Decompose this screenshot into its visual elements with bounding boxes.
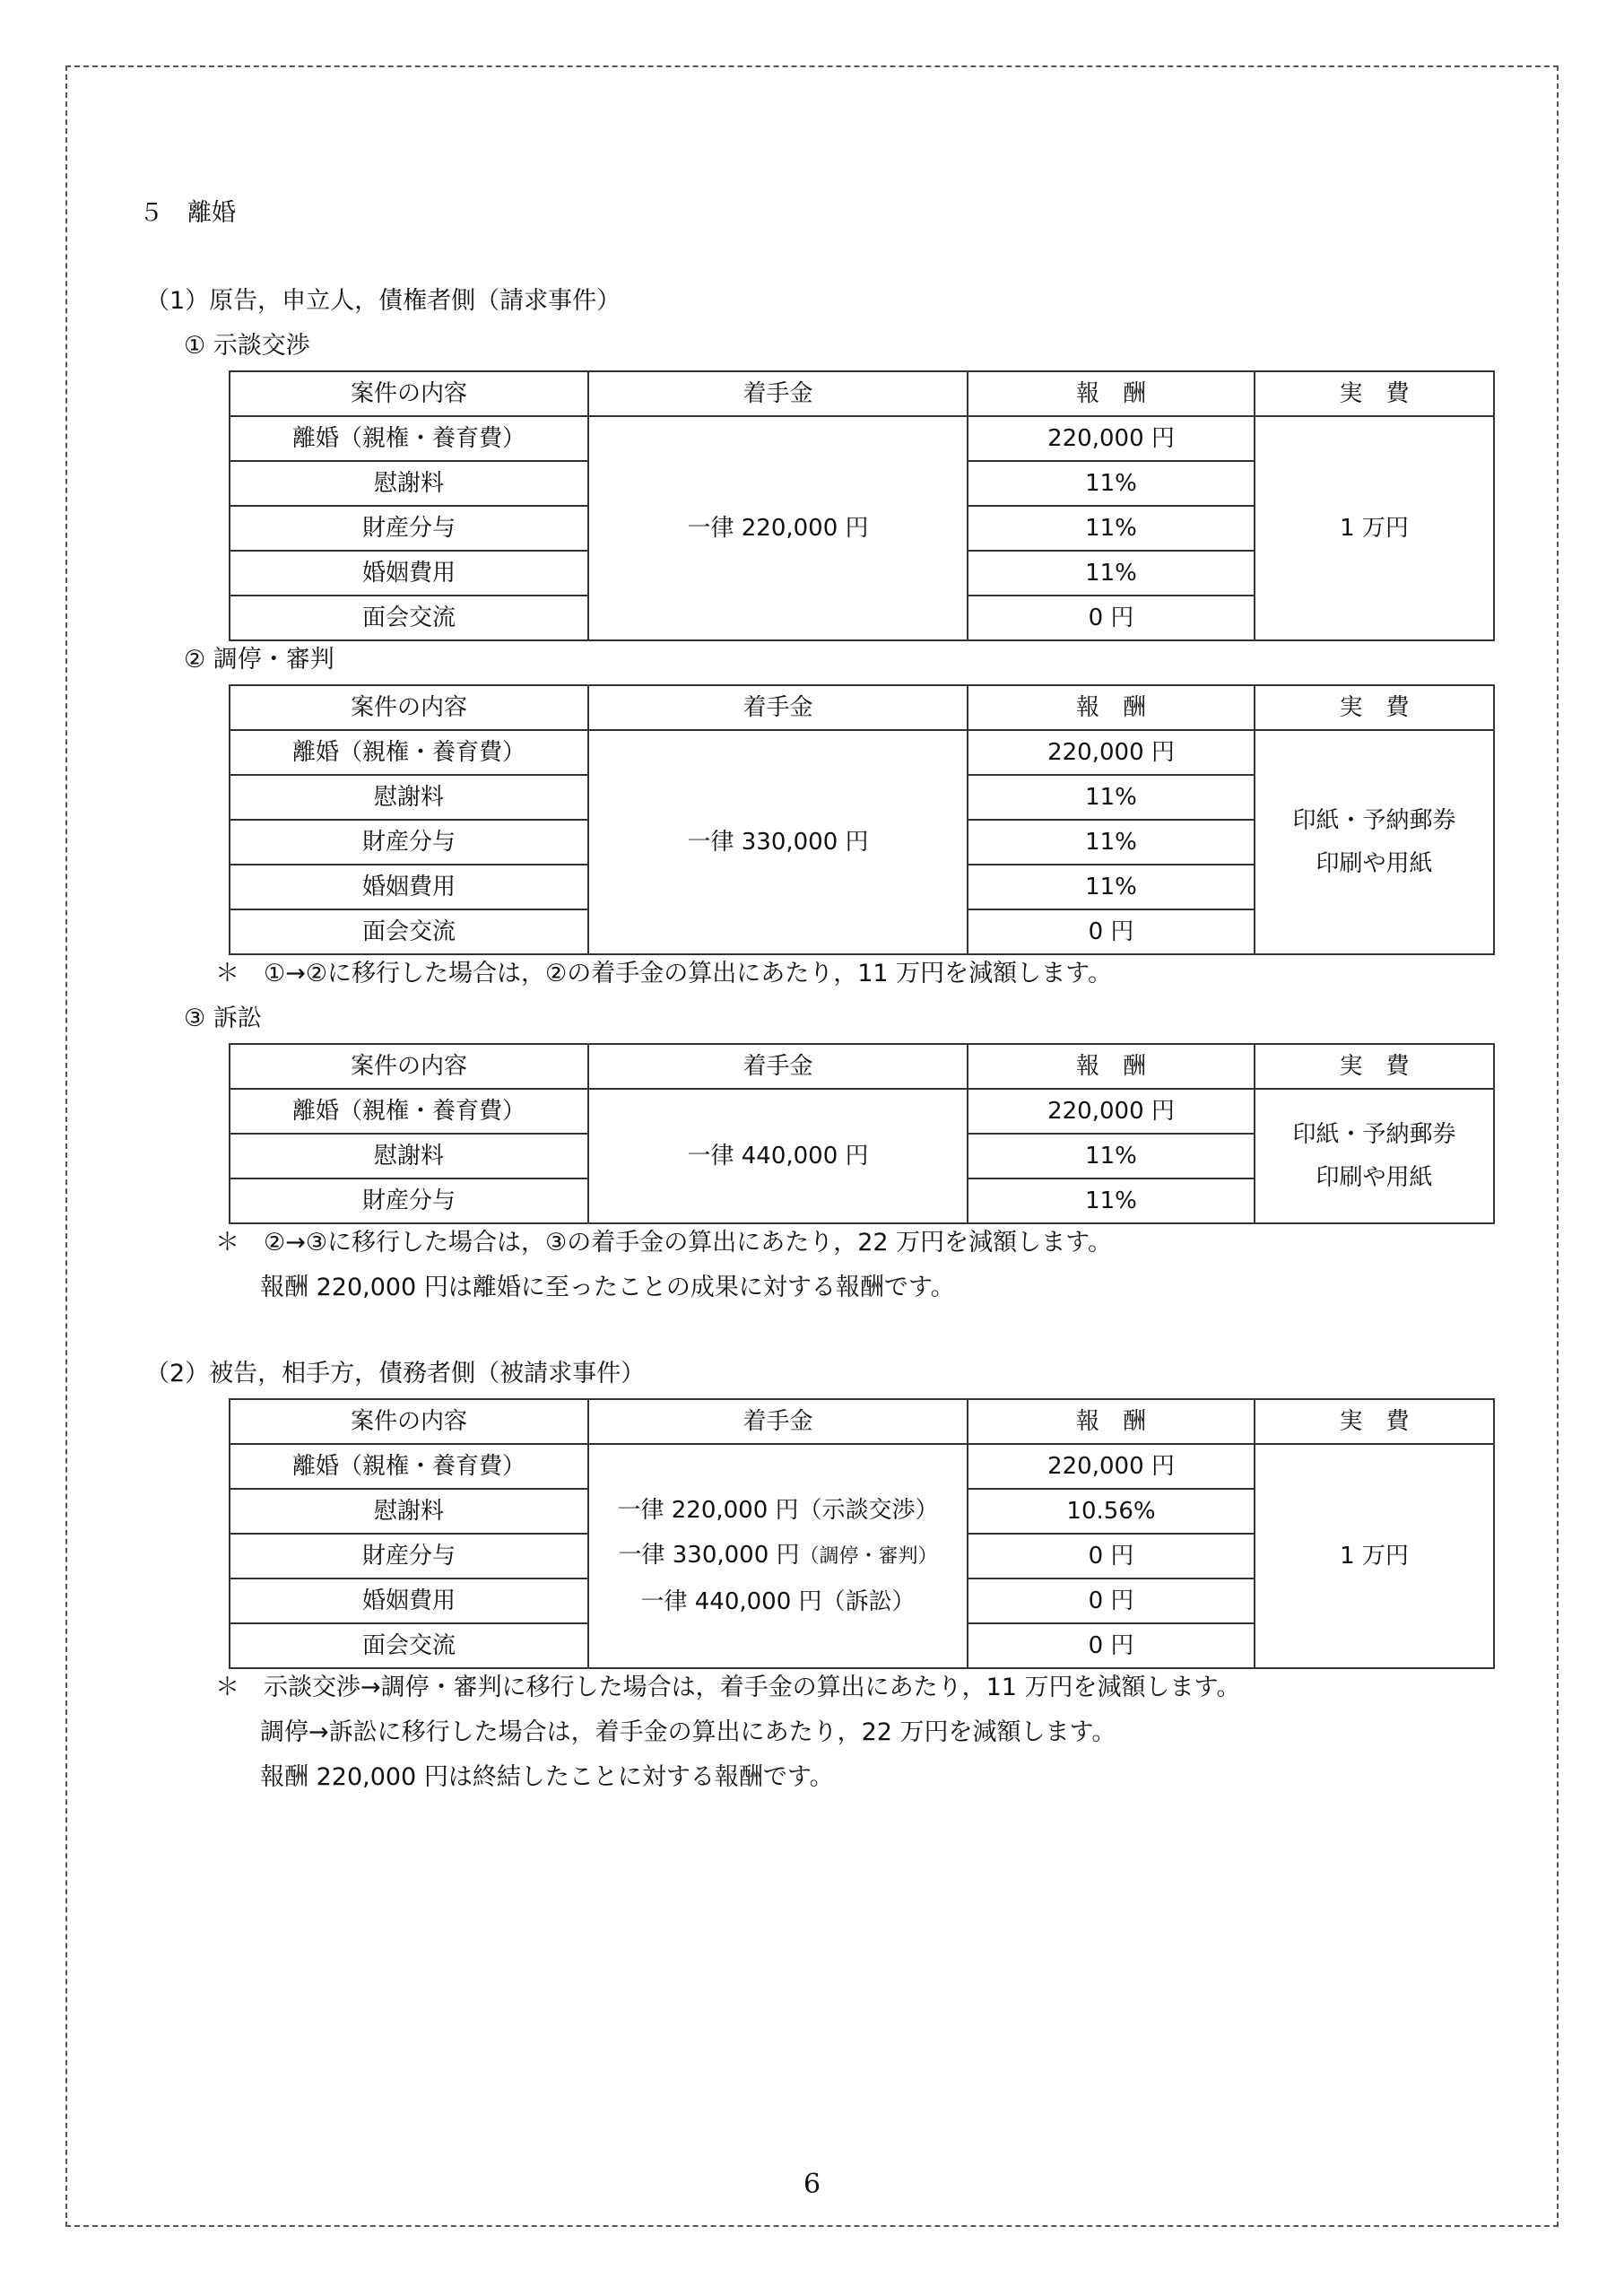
fee-table-negotiation: [229, 370, 1495, 641]
row-reward: 11%: [968, 865, 1255, 909]
row-item: 慰謝料: [230, 1489, 588, 1534]
row-reward: 220,000 円: [968, 1089, 1255, 1134]
expense-cell: [1255, 730, 1494, 954]
note-litigation-2: 報酬 220,000 円は離婚に至ったことの成果に対する報酬です。: [260, 1274, 955, 1301]
note-litigation-1: ＊ ②→③に移行した場合は，③の着手金の算出にあたり，22 万円を減額します。: [215, 1229, 1113, 1257]
retainer-cell: 一律 330,000 円: [588, 730, 968, 954]
expense-cell: 1 万円: [1255, 1444, 1494, 1668]
retainer-cell: 一律 220,000 円: [588, 416, 968, 640]
header-case: 案件の内容: [230, 1044, 588, 1089]
retainer-cell: [588, 1444, 968, 1668]
row-item: 面会交流: [230, 1623, 588, 1668]
row-reward: 220,000 円: [968, 1444, 1255, 1489]
expense-cell: 1 万円: [1255, 416, 1494, 640]
header-expense: 実 費: [1255, 371, 1494, 416]
fee-table-litigation: [229, 1043, 1495, 1224]
expense-line: 印紙・予納郵券: [1292, 1121, 1456, 1148]
header-reward: 報 酬: [968, 685, 1255, 730]
header-reward: 報 酬: [968, 1044, 1255, 1089]
row-item: 離婚（親権・養育費）: [230, 1089, 588, 1134]
row-item: 財産分与: [230, 506, 588, 551]
retainer-line: 一律 220,000 円（示談交渉）: [617, 1497, 939, 1524]
header-expense: 実 費: [1255, 1044, 1494, 1089]
header-reward: 報 酬: [968, 371, 1255, 416]
retainer-stage: （調停・審判）: [799, 1545, 938, 1568]
row-reward: 0 円: [968, 909, 1255, 954]
page-number: 6: [803, 2169, 821, 2200]
note-defendant-1: ＊ 示談交渉→調停・審判に移行した場合は，着手金の算出にあたり，11 万円を減額します。: [215, 1674, 1241, 1701]
header-retainer: 着手金: [588, 1044, 968, 1089]
row-reward: 220,000 円: [968, 730, 1255, 775]
row-reward: 0 円: [968, 596, 1255, 640]
row-item: 財産分与: [230, 1178, 588, 1223]
retainer-line: [589, 1533, 967, 1579]
row-reward: 0 円: [968, 1623, 1255, 1668]
row-reward: 220,000 円: [968, 416, 1255, 461]
row-reward: 11%: [968, 820, 1255, 865]
header-expense: 実 費: [1255, 1399, 1494, 1444]
header-retainer: 着手金: [588, 1399, 968, 1444]
row-item: 離婚（親権・養育費）: [230, 1444, 588, 1489]
section-title: ５ 離婚: [139, 199, 236, 227]
fee-table-defendant: [229, 1398, 1495, 1669]
note-mediation: ＊ ①→②に移行した場合は，②の着手金の算出にあたり，11 万円を減額します。: [215, 960, 1113, 987]
header-retainer: 着手金: [588, 371, 968, 416]
header-case: 案件の内容: [230, 371, 588, 416]
row-reward: 11%: [968, 551, 1255, 596]
note-defendant-3: 報酬 220,000 円は終結したことに対する報酬です。: [260, 1763, 834, 1791]
row-item: 慰謝料: [230, 461, 588, 506]
row-reward: 10.56%: [968, 1489, 1255, 1534]
header-retainer: 着手金: [588, 685, 968, 730]
retainer-line: 一律 440,000 円（訴訟）: [640, 1588, 916, 1615]
expense-cell: [1255, 1089, 1494, 1223]
header-case: 案件の内容: [230, 1399, 588, 1444]
retainer-cell: 一律 440,000 円: [588, 1089, 968, 1223]
part2-heading: （2）被告，相手方，債務者側（被請求事件）: [145, 1360, 646, 1387]
note-defendant-2: 調停→訴訟に移行した場合は，着手金の算出にあたり，22 万円を減額します。: [260, 1718, 1116, 1746]
header-case: 案件の内容: [230, 685, 588, 730]
sub2-heading: ② 調停・審判: [184, 646, 334, 674]
row-item: 財産分与: [230, 1534, 588, 1578]
row-item: 面会交流: [230, 596, 588, 640]
expense-line: 印紙・予納郵券: [1292, 807, 1456, 834]
row-reward: 11%: [968, 461, 1255, 506]
row-item: 慰謝料: [230, 1134, 588, 1178]
fee-table-mediation: [229, 684, 1495, 955]
row-item: 婚姻費用: [230, 865, 588, 909]
row-item: 面会交流: [230, 909, 588, 954]
row-reward: 11%: [968, 506, 1255, 551]
part1-heading: （1）原告，申立人，債権者側（請求事件）: [145, 287, 621, 315]
row-item: 離婚（親権・養育費）: [230, 730, 588, 775]
row-item: 婚姻費用: [230, 551, 588, 596]
sub3-heading: ③ 訴訟: [184, 1004, 262, 1032]
retainer-amount: 一律 330,000 円: [618, 1542, 800, 1569]
row-item: 婚姻費用: [230, 1578, 588, 1623]
row-reward: 11%: [968, 1178, 1255, 1223]
header-reward: 報 酬: [968, 1399, 1255, 1444]
row-reward: 0 円: [968, 1534, 1255, 1578]
row-reward: 11%: [968, 775, 1255, 820]
row-item: 慰謝料: [230, 775, 588, 820]
row-item: 財産分与: [230, 820, 588, 865]
row-reward: 11%: [968, 1134, 1255, 1178]
row-item: 離婚（親権・養育費）: [230, 416, 588, 461]
header-expense: 実 費: [1255, 685, 1494, 730]
row-reward: 0 円: [968, 1578, 1255, 1623]
expense-line: 印刷や用紙: [1316, 1164, 1433, 1191]
sub1-heading: ① 示談交渉: [184, 332, 310, 360]
expense-line: 印刷や用紙: [1316, 850, 1433, 877]
